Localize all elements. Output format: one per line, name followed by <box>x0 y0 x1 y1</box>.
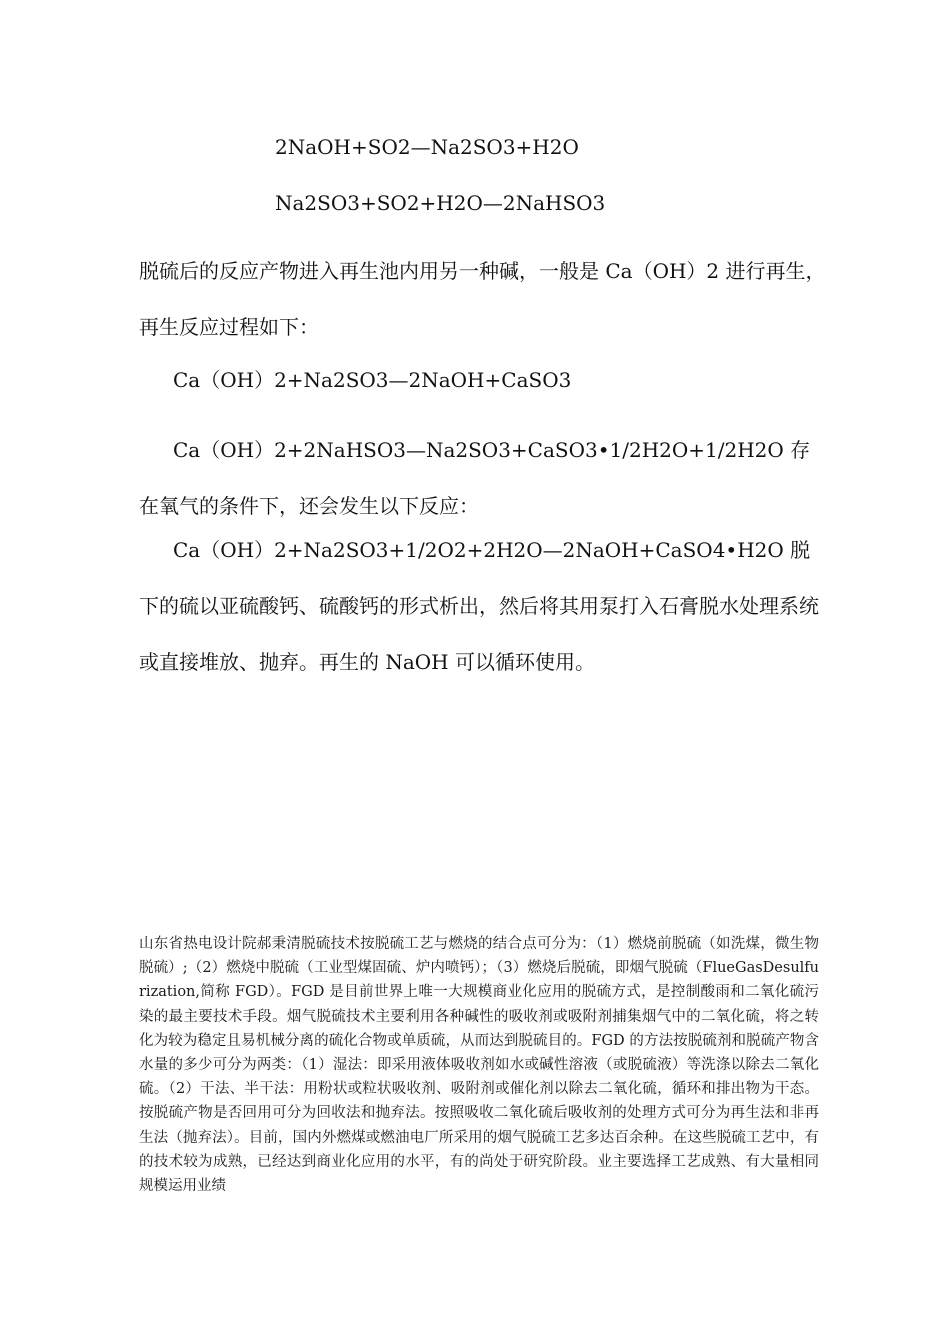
equation-na2so3-so2: Na2SO3+SO2+H2O—2NaHSO3 <box>275 191 606 215</box>
paragraph-regeneration-intro: 脱硫后的反应产物进入再生池内用另一种碱，一般是 Ca（OH）2 进行再生，再生反应过程如下： <box>139 259 826 339</box>
paragraph-caoh2-oxidation: Ca（OH）2+Na2SO3+1/2O2+2H2O—2NaOH+CaSO4•H2O 脱下的硫以亚硫酸钙、硫酸钙的形式析出，然后将其用泵打入石膏脱水处理系统或直接堆放、抛弃。再生的 NaOH 可以循环使用。 <box>139 538 819 674</box>
equation-caoh2-na2so3: Ca（OH）2+Na2SO3—2NaOH+CaSO3 <box>173 368 572 392</box>
paragraph-caoh2-nahso3: Ca（OH）2+2NaHSO3—Na2SO3+CaSO3•1/2H2O+1/2H2O 存在氧气的条件下，还会发生以下反应： <box>139 438 811 518</box>
footnote-desulfurization-overview: 山东省热电设计院郝秉清脱硫技术按脱硫工艺与燃烧的结合点可分为：（1）燃烧前脱硫（如洗煤，微生物脱硫）;（2）燃烧中脱硫（工业型煤固硫、炉内喷钙）；（3）燃烧后脱硫，即烟气脱硫（FlueGasDesulfurization,简称 FGD）。FGD 是目前世界上唯一大规模商业化应用的脱硫方式，是控制酸雨和二氧化硫污染的最主要技术手段。烟气脱硫技术主要利用各种碱性的吸收剂或吸附剂捕集烟气中的二氧化硫，将之转化为较为稳定且易机械分离的硫化合物或单质硫，从而达到脱硫目的。FGD 的方法按脱硫剂和脱硫产物含水量的多少可分为两类：（1）湿法：即采用液体吸收剂如水或碱性溶液（或脱硫液）等洗涤以除去二氧化硫。（2）干法、半干法：用粉状或粒状吸收剂、吸附剂或催化剂以除去二氧化硫，循环和排出物为干态。按脱硫产物是否回用可分为回收法和抛弃法。按照吸收二氧化硫后吸收剂的处理方式可分为再生法和非再生法（抛弃法）。目前，国内外燃煤或燃油电厂所采用的烟气脱硫工艺多达百余种。在这些脱硫工艺中，有的技术较为成熟，已经达到商业化应用的水平，有的尚处于研究阶段。业主要选择工艺成熟、有大量相同规模运用业绩 <box>139 936 819 1195</box>
equation-naoh-so2: 2NaOH+SO2—Na2SO3+H2O <box>275 135 579 159</box>
